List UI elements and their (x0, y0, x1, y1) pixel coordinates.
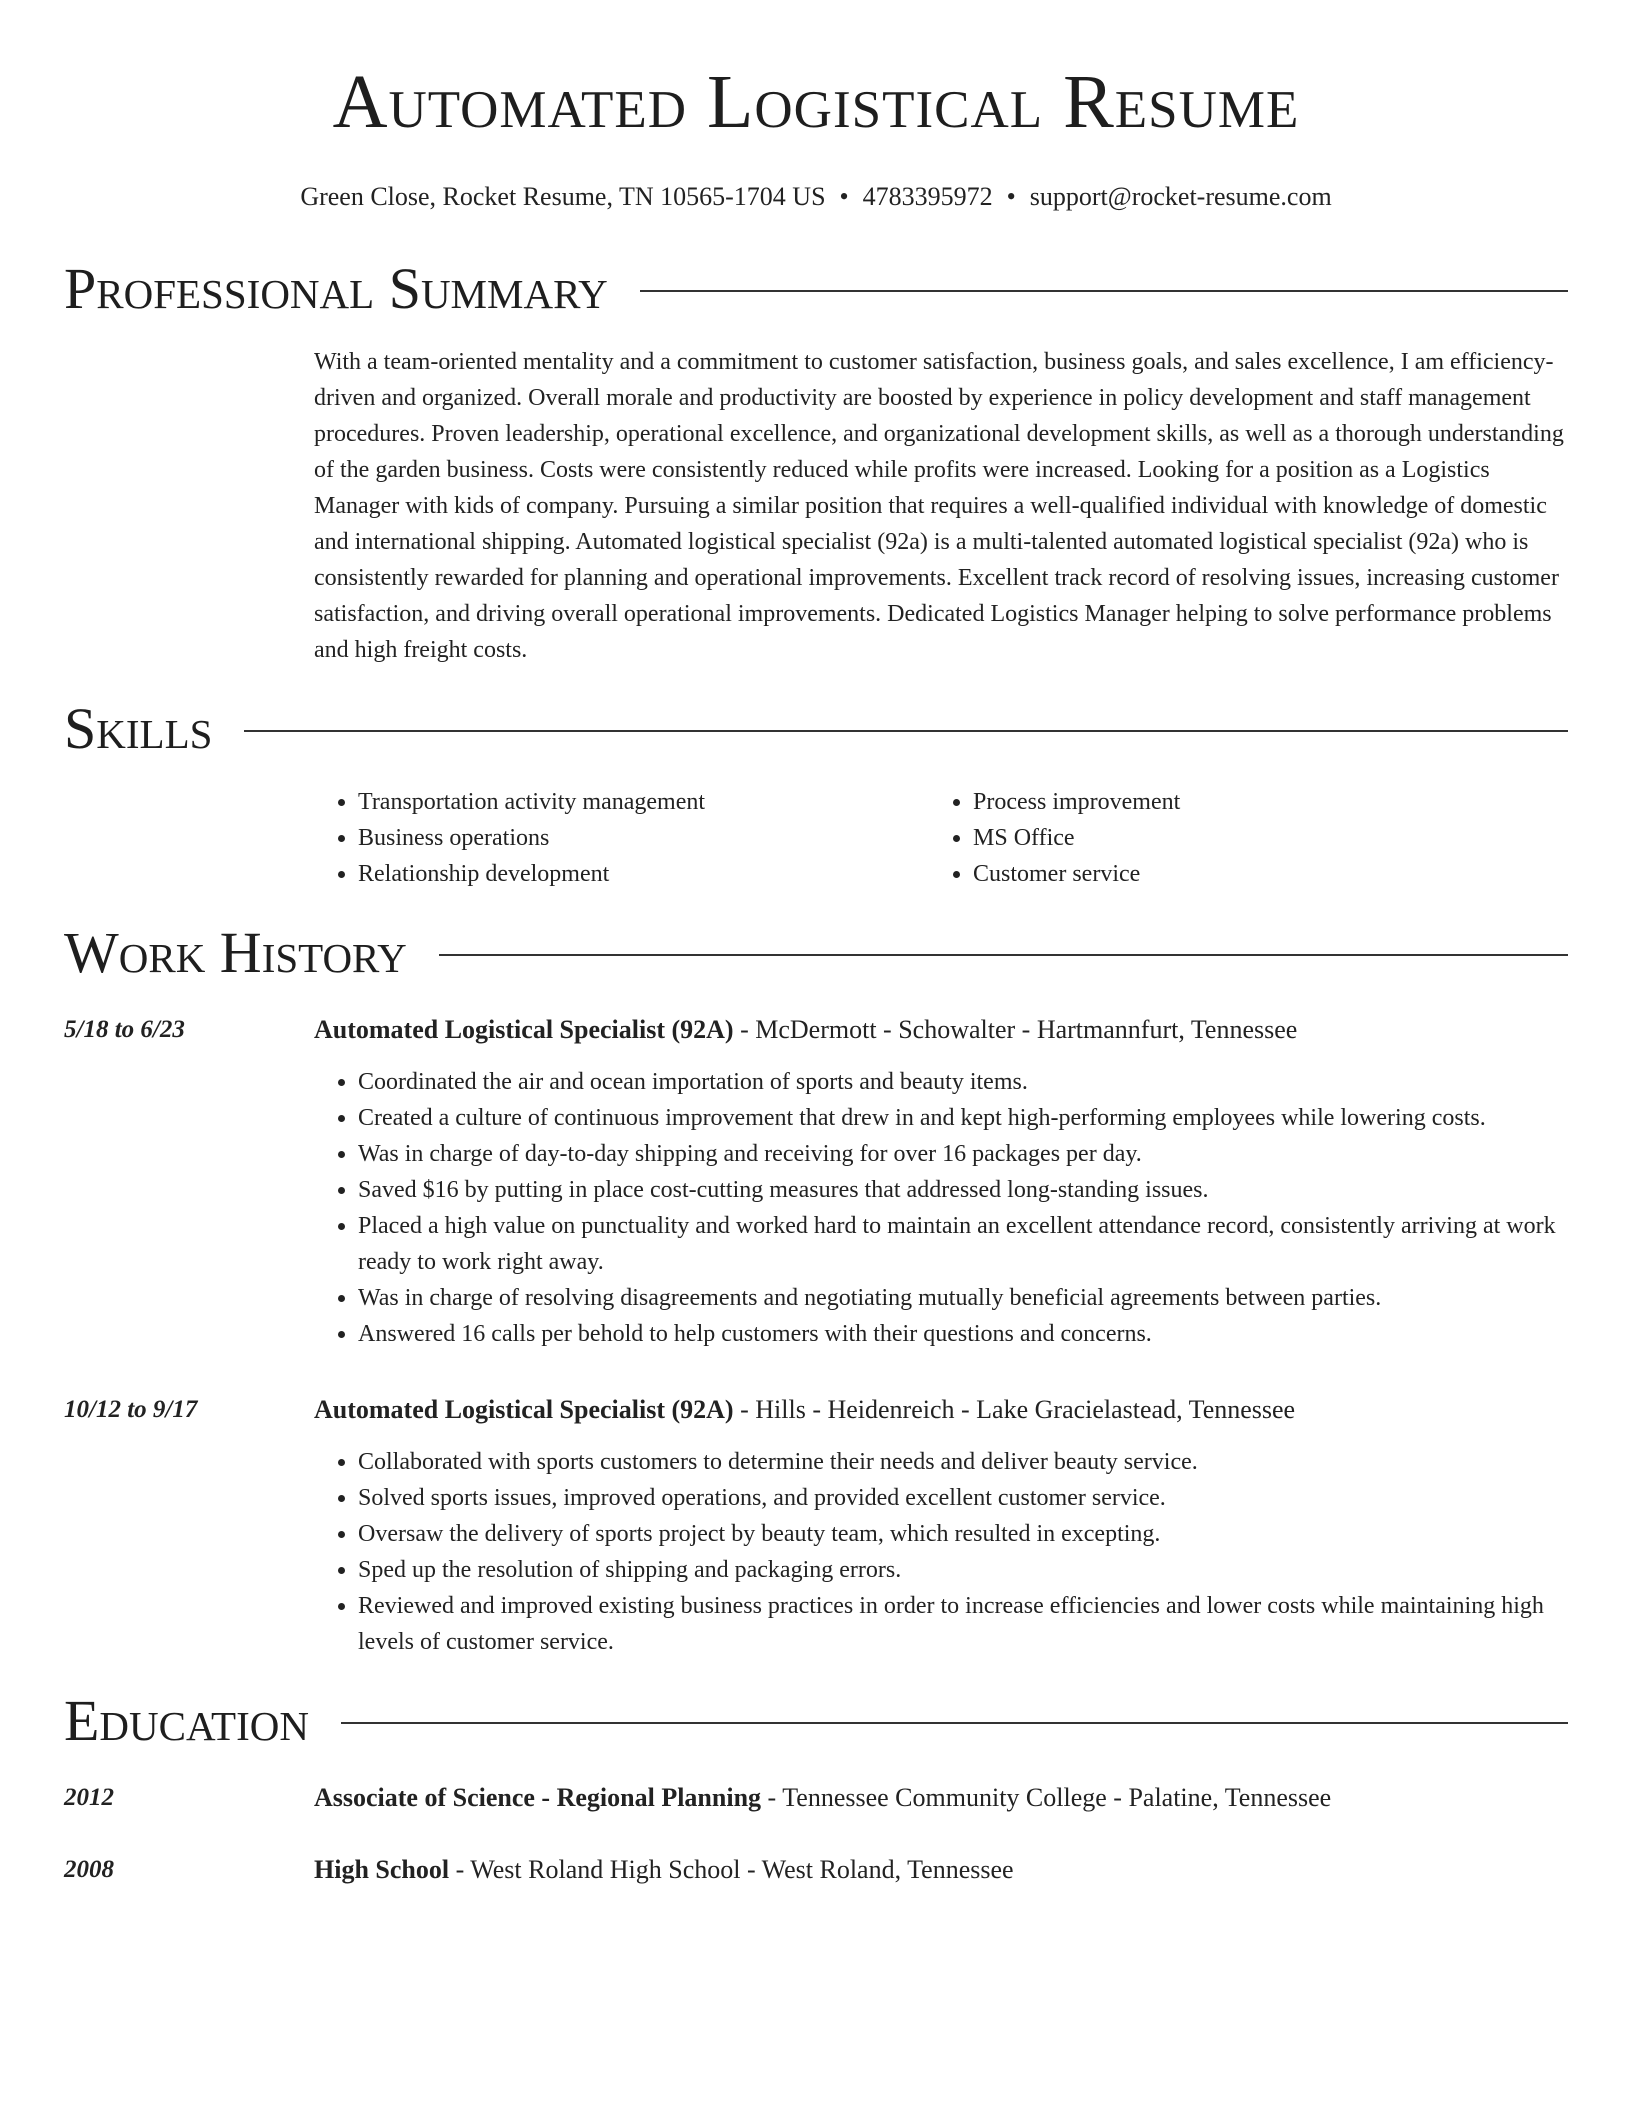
section-divider (640, 290, 1568, 292)
work-section-header (64, 918, 1568, 988)
summary-section-header (64, 254, 1568, 324)
education-entry (64, 1852, 1568, 1888)
job-bullet: • Was in charge of day-to-day shipping and receiving for over 16 packages per day. (358, 1136, 1568, 1172)
job-bullet: • Was in charge of resolving disagreements and negotiating mutually beneficial agreements between parties. (358, 1280, 1568, 1316)
job-employer: - Hills - Heidenreich - Lake Gracielastead, Tennessee (733, 1395, 1296, 1424)
job-bullet: • Saved $16 by putting in place cost-cutting measures that addressed long-standing issues. (358, 1172, 1568, 1208)
job-entry (64, 1392, 1568, 1660)
job-bullet: • Sped up the resolution of shipping and packaging errors. (358, 1552, 1568, 1588)
section-divider (439, 954, 1568, 956)
skill-item: • Relationship development (358, 856, 929, 892)
resume-name: Automated Logistical Resume (332, 60, 1300, 144)
education-headline (314, 1780, 1568, 1816)
contact-phone: 4783395972 (862, 182, 993, 211)
education-year: 2012 (64, 1784, 114, 1811)
skill-item: • Business operations (358, 820, 929, 856)
education-body (314, 1780, 1568, 1816)
job-bullet: • Answered 16 calls per behold to help customers with their questions and concerns. (358, 1316, 1568, 1352)
job-bullet: • Placed a high value on punctuality and worked hard to maintain an excellent attendance record, consistently arriving at work ready to work right away. (358, 1208, 1568, 1280)
summary-section-title: Professional Summary (64, 256, 608, 321)
contact-email: support@rocket-resume.com (1029, 182, 1332, 211)
summary-text: With a team-oriented mentality and a commitment to customer satisfaction, business goals, and sales excellence, I am efficiency-driven and organized. Overall morale and productivity are boosted by experience in policy development and staff management procedures. Proven leadership, operational excellence, and organizational development skills, as well as a thorough understanding of the garden business. Costs were consistently reduced while profits were increased. Looking for a position as a Logistics Manager with kids of company. Pursuing a similar position that requires a well-qualified individual with knowledge of domestic and international shipping. Automated logistical specialist (92a) is a multi-talented automated logistical specialist (92a) who is consistently rewarded for planning and operational improvements. Excellent track record of resolving issues, increasing customer satisfaction, and driving overall operational improvements. Dedicated Logistics Manager helping to solve performance problems and high freight costs. (314, 349, 1564, 663)
job-bullets (314, 1444, 1568, 1660)
job-body (314, 1392, 1568, 1660)
education-section-title: Education (64, 1688, 309, 1753)
job-entry (64, 1012, 1568, 1352)
skill-item: • Process improvement (973, 784, 1544, 820)
job-title: Automated Logistical Specialist (92A) (314, 1395, 734, 1424)
work-history (64, 1012, 1568, 1660)
job-bullet: • Reviewed and improved existing business practices in order to increase efficiencies and lower costs while maintaining high levels of customer service. (358, 1588, 1568, 1660)
education-section-header (64, 1686, 1568, 1756)
skill-item: • Customer service (973, 856, 1544, 892)
skills-column-left (314, 784, 929, 892)
work-section-title: Work History (64, 920, 407, 985)
job-bullet: • Created a culture of continuous improvement that drew in and kept high-performing employees while lowering costs. (358, 1100, 1568, 1136)
job-title: Automated Logistical Specialist (92A) (314, 1015, 734, 1044)
education-school: - Tennessee Community College - Palatine, Tennessee (761, 1783, 1332, 1812)
contact-separator: • (1006, 182, 1016, 211)
job-body (314, 1012, 1568, 1352)
education-degree: Associate of Science - Regional Planning (314, 1783, 762, 1812)
skills-section-header (64, 694, 1568, 764)
job-employer: - McDermott - Schowalter - Hartmannfurt, Tennessee (733, 1015, 1298, 1044)
education-school: - West Roland High School - West Roland, Tennessee (449, 1855, 1014, 1884)
section-divider (244, 730, 1568, 732)
job-dates: 10/12 to 9/17 (64, 1396, 198, 1423)
education-body (314, 1852, 1568, 1888)
skills-section-title: Skills (64, 696, 213, 761)
job-headline (314, 1012, 1568, 1048)
education-list (64, 1780, 1568, 1888)
job-bullet: • Oversaw the delivery of sports project by beauty team, which resulted in excepting. (358, 1516, 1568, 1552)
job-bullet: • Collaborated with sports customers to determine their needs and deliver beauty service. (358, 1444, 1568, 1480)
education-entry (64, 1780, 1568, 1816)
education-degree: High School (314, 1855, 450, 1884)
skills-list (314, 784, 1568, 892)
job-bullets (314, 1064, 1568, 1352)
job-bullet: • Solved sports issues, improved operations, and provided excellent customer service. (358, 1480, 1568, 1516)
skill-item: • MS Office (973, 820, 1544, 856)
job-headline (314, 1392, 1568, 1428)
job-bullet: • Coordinated the air and ocean importation of sports and beauty items. (358, 1064, 1568, 1100)
education-year: 2008 (64, 1856, 114, 1883)
skills-column-right (929, 784, 1544, 892)
skill-item: • Transportation activity management (358, 784, 929, 820)
section-divider (341, 1722, 1568, 1724)
contact-address: Green Close, Rocket Resume, TN 10565-1704 US (300, 182, 826, 211)
contact-line (64, 180, 1568, 214)
education-headline (314, 1852, 1568, 1888)
contact-separator: • (839, 182, 849, 211)
job-dates: 5/18 to 6/23 (64, 1016, 185, 1043)
